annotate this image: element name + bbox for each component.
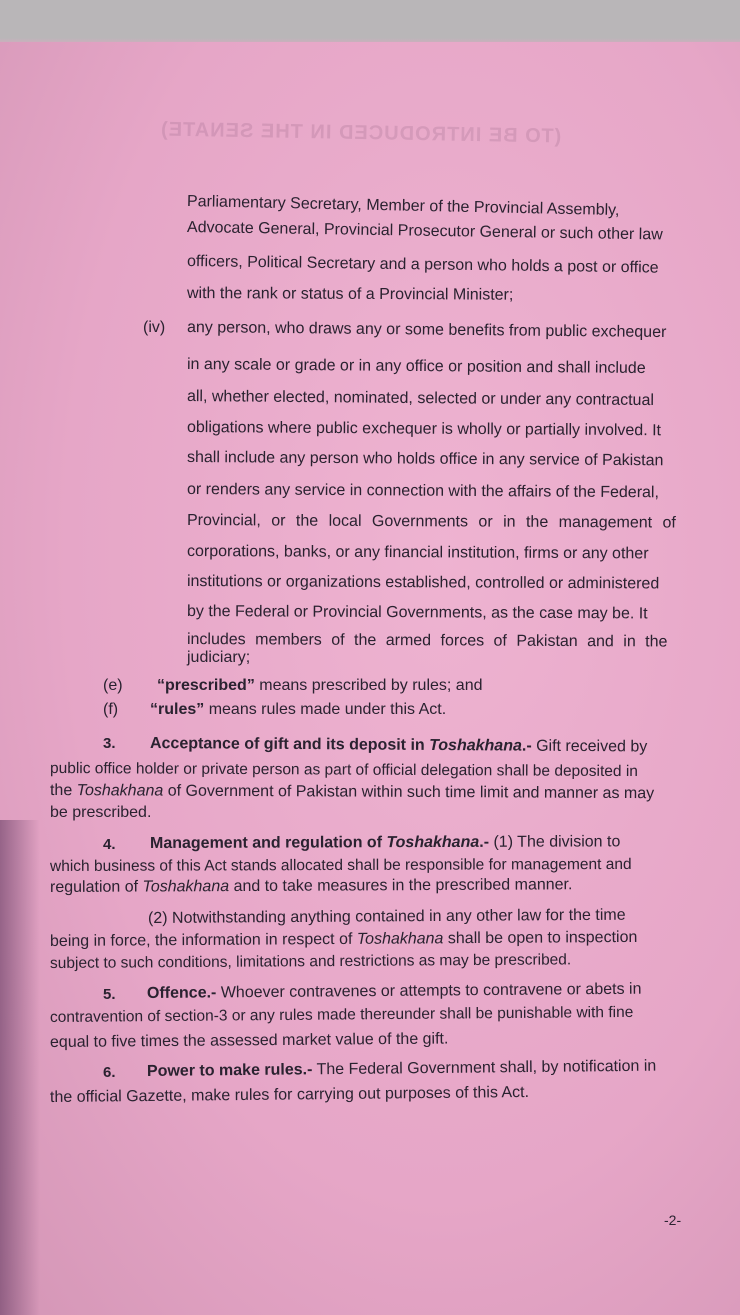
section-heading-italic: Toshakhana xyxy=(429,736,522,755)
text: the xyxy=(49,782,77,800)
text: The Federal Government shall, by notification in xyxy=(312,1057,657,1079)
section-number: 4. xyxy=(103,836,116,853)
section-number: 6. xyxy=(103,1064,116,1081)
text-line xyxy=(50,928,637,952)
text-line: the official Gazette, make rules for carrying out purposes of this Act. xyxy=(49,1083,530,1106)
text-line: which business of this Act stands allocated shall be responsible for management and xyxy=(49,855,632,875)
clause-marker: (e) xyxy=(103,677,123,694)
text-line: in any scale or grade or in any office or position and shall include xyxy=(186,356,646,378)
term: “prescribed” xyxy=(157,677,255,694)
definition-text: means prescribed by rules; and xyxy=(254,677,483,694)
bleed-through-heading: (TO BE INTRODUCED IN THE SENATE) xyxy=(159,118,562,148)
text-line: equal to five times the assessed market value of the gift. xyxy=(49,1030,449,1051)
clause-marker: (f) xyxy=(103,701,119,718)
text-line: all, whether elected, nominated, selected or under any contractual xyxy=(186,388,655,410)
definition-rules xyxy=(150,700,446,720)
section-heading: Acceptance of gift and its deposit in xyxy=(149,735,430,754)
clause-marker: (iv) xyxy=(143,319,166,336)
italic-text: Toshakhana xyxy=(76,782,164,800)
text-line: Advocate General, Provincial Prosecutor General or such other law xyxy=(186,219,663,244)
text-line: with the rank or status of a Provincial Minister; xyxy=(186,285,514,304)
section-heading-italic: Toshakhana xyxy=(386,833,480,852)
section-4-heading-line xyxy=(150,832,620,854)
text-line: obligations where public exchequer is wholly or partially involved. It xyxy=(186,419,662,440)
section-heading: Offence.- xyxy=(146,984,217,1002)
text-line xyxy=(50,875,573,898)
text-line: institutions or organizations established, controlled or administered xyxy=(186,573,660,593)
text: being in force, the information in respect of xyxy=(49,930,357,950)
text: and to take measures in the prescribed manner. xyxy=(229,876,573,896)
text-line: contravention of section-3 or any rules made thereunder shall be punishable with fine xyxy=(49,1003,634,1026)
section-heading-end: .- xyxy=(521,737,532,755)
italic-text: Toshakhana xyxy=(356,930,444,948)
text: shall be open to inspection xyxy=(443,928,638,948)
text-line: Provincial, or the local Governments or in the management of xyxy=(186,512,676,532)
section-number: 5. xyxy=(103,986,116,1003)
section-heading: Management and regulation of xyxy=(149,834,387,852)
text-line: be prescribed. xyxy=(50,804,152,821)
text-line: any person, who draws any or some benefits from public exchequer xyxy=(186,319,667,342)
text-line: judiciary; xyxy=(187,649,251,666)
text: Whoever contravenes or attempts to contravene or abets in xyxy=(216,980,642,1002)
text: of Government of Pakistan within such time limit and manner as may xyxy=(163,782,655,803)
section-number: 3. xyxy=(103,735,116,752)
text-line: includes members of the armed forces of Pakistan and in the xyxy=(186,631,668,651)
text-line: (2) Notwithstanding anything contained in any other law for the time xyxy=(147,906,626,927)
text: regulation of xyxy=(49,878,143,896)
section-heading: Power to make rules.- xyxy=(146,1061,313,1080)
shadow xyxy=(0,820,40,1315)
definition-text: means rules made under this Act. xyxy=(204,701,447,718)
section-3-heading-line xyxy=(150,734,647,757)
text-line xyxy=(50,781,654,804)
text: (1) The division to xyxy=(488,833,621,851)
section-heading-end: .- xyxy=(479,833,490,851)
text-line: public office holder or private person as part of official delegation shall be deposited in xyxy=(49,760,638,781)
definition-prescribed xyxy=(157,676,482,696)
text-line: subject to such conditions, limitations and restrictions as may be prescribed. xyxy=(49,951,572,972)
text-line: by the Federal or Provincial Governments, as the case may be. It xyxy=(186,603,648,623)
italic-text: Toshakhana xyxy=(142,878,230,896)
text-line: shall include any person who holds office in any service of Pakistan xyxy=(186,449,664,470)
text-line: officers, Political Secretary and a person who holds a post or office xyxy=(186,253,659,277)
text-line: corporations, banks, or any financial institution, firms or any other xyxy=(186,543,649,563)
page-number: -2- xyxy=(664,1212,682,1228)
text: Gift received by xyxy=(531,737,648,756)
term: “rules” xyxy=(150,701,205,718)
text-line: or renders any service in connection with the affairs of the Federal, xyxy=(186,481,660,502)
text-line: Parliamentary Secretary, Member of the Provincial Assembly, xyxy=(186,193,620,220)
